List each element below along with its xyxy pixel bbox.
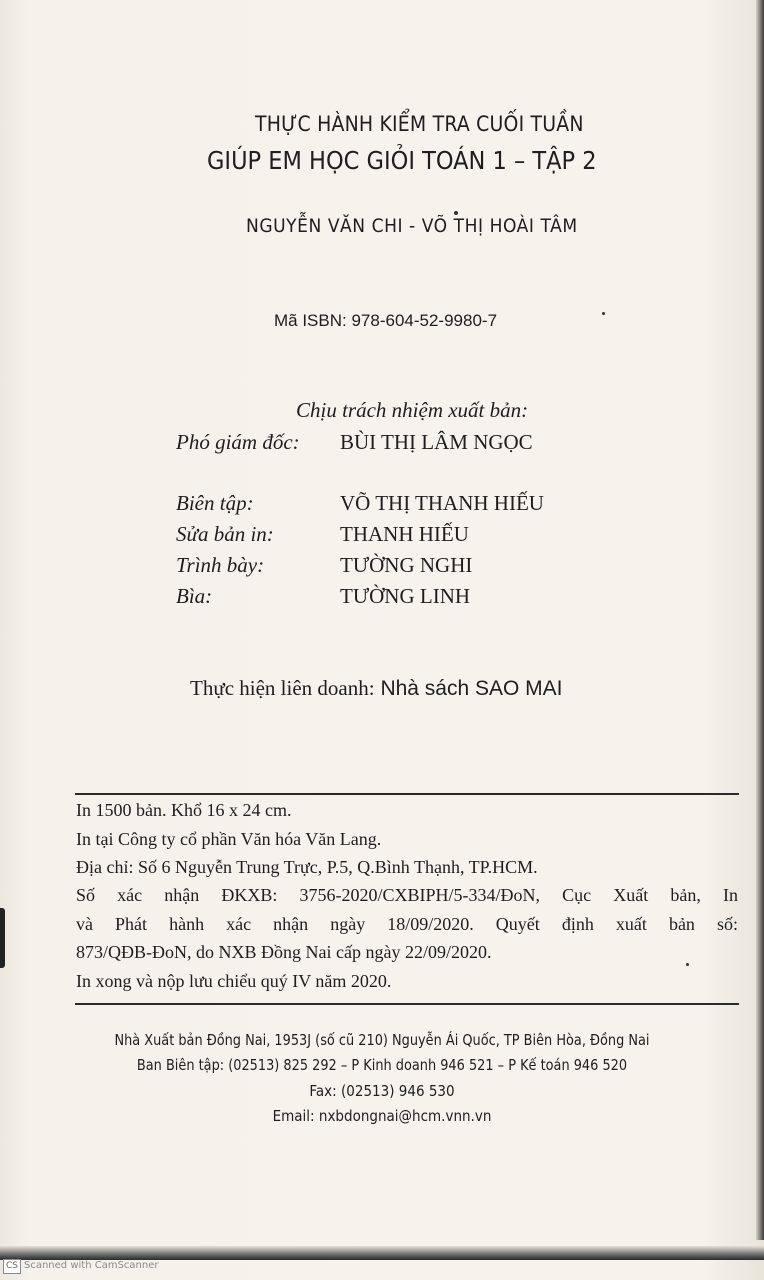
camscanner-watermark: Scanned with CamScanner xyxy=(24,1260,159,1271)
credit-label-proofreader: Sửa bản in: xyxy=(176,522,274,546)
responsibility-heading: Chịu trách nhiệm xuất bản: xyxy=(296,398,529,422)
credit-value-editor: VÕ THỊ THANH HIẾU xyxy=(340,491,544,515)
divider-top xyxy=(75,793,739,795)
credit-value-proofreader: THANH HIẾU xyxy=(340,522,469,546)
credit-value-layout: TƯỜNG NGHI xyxy=(340,553,473,577)
publisher-email: Email: nxbdongnai@hcm.vnn.vn xyxy=(272,1107,492,1125)
book-title: GIÚP EM HỌC GIỎI TOÁN 1 – TẬP 2 xyxy=(207,146,597,175)
isbn: Mã ISBN: 978-604-52-9980-7 xyxy=(274,311,498,330)
publisher-address: Nhà Xuất bản Đồng Nai, 1953J (số cũ 210) Nguyễn Ái Quốc, TP Biên Hòa, Đồng Nai xyxy=(114,1031,650,1049)
imprint-line-7: In xong và nộp lưu chiểu quý IV năm 2020. xyxy=(76,971,392,991)
book-authors: NGUYỄN VĂN CHI - VÕ THỊ HOÀI TÂM xyxy=(246,215,578,237)
imprint-line-5: và Phát hành xác nhận ngày 18/09/2020. Quyết định xuất bản số: xyxy=(76,914,738,934)
publisher-fax: Fax: (02513) 946 530 xyxy=(309,1082,455,1100)
credit-value-cover: TƯỜNG LINH xyxy=(340,584,471,608)
director-name: BÙI THỊ LÂM NGỌC xyxy=(340,430,533,454)
imprint-line-1: In 1500 bản. Khổ 16 x 24 cm. xyxy=(76,800,292,820)
speck-2 xyxy=(686,963,689,966)
joint-venture xyxy=(190,676,563,701)
credit-label-cover: Bìa: xyxy=(176,584,213,608)
credit-label-layout: Trình bày: xyxy=(176,553,265,577)
camscanner-logo: CS xyxy=(3,1259,21,1274)
divider-bottom xyxy=(75,1003,739,1005)
speck-3 xyxy=(454,211,458,215)
series-title: THỰC HÀNH KIỂM TRA CUỐI TUẦN xyxy=(255,112,584,136)
joint-venture-label: Thực hiện liên doanh: xyxy=(190,676,375,700)
imprint-line-2: In tại Công ty cổ phần Văn hóa Văn Lang. xyxy=(76,829,382,849)
book-edge-right xyxy=(756,0,764,1240)
book-edge-bottom xyxy=(0,1246,764,1260)
imprint-line-3: Địa chỉ: Số 6 Nguyễn Trung Trực, P.5, Q.Bình Thạnh, TP.HCM. xyxy=(76,857,538,877)
joint-venture-partner: Nhà sách SAO MAI xyxy=(380,677,563,700)
imprint-line-6: 873/QĐB-ĐoN, do NXB Đồng Nai cấp ngày 22/09/2020. xyxy=(76,942,492,962)
speck-1 xyxy=(602,312,605,315)
publisher-phones: Ban Biên tập: (02513) 825 292 – P Kinh doanh 946 521 – P Kế toán 946 520 xyxy=(136,1056,628,1074)
director-label: Phó giám đốc: xyxy=(176,430,300,454)
credit-label-editor: Biên tập: xyxy=(176,491,254,515)
imprint-line-4: Số xác nhận ĐKXB: 3756-2020/CXBIPH/5-334/ĐoN, Cục Xuất bản, In xyxy=(76,885,738,905)
book-edge-left xyxy=(0,908,5,968)
